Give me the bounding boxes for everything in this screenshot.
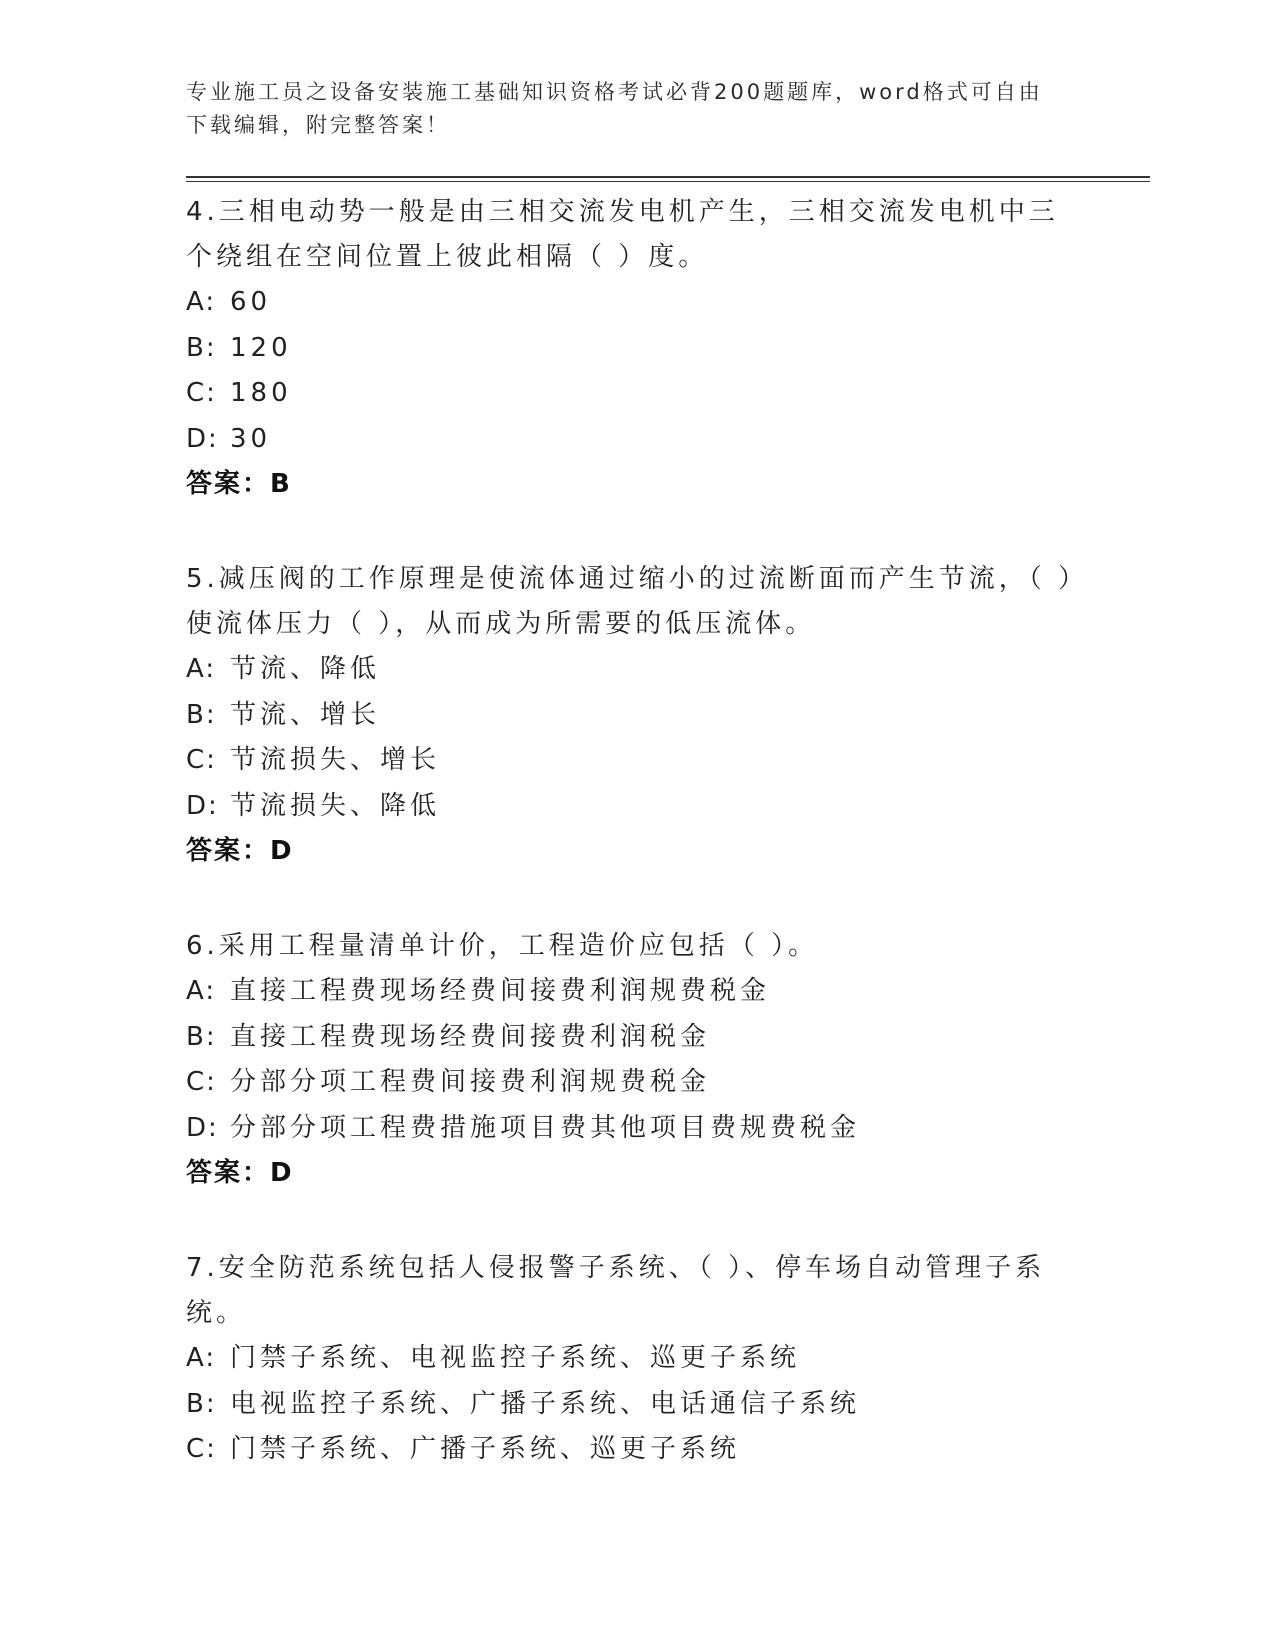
option-text: 直接工程费现场经费间接费利润规费税金 bbox=[230, 976, 771, 1006]
answer: 答案：B bbox=[186, 469, 292, 499]
option-text: 30 bbox=[230, 423, 272, 454]
question-list bbox=[186, 190, 1086, 1523]
answer: 答案：D bbox=[186, 836, 294, 866]
option-key: B: bbox=[186, 1021, 217, 1052]
option-key: B: bbox=[186, 1388, 217, 1419]
answer: 答案：D bbox=[186, 1158, 294, 1188]
option-b bbox=[186, 326, 1086, 372]
option-c bbox=[186, 1427, 1086, 1473]
option-text: 节流损失、降低 bbox=[230, 790, 441, 821]
option-key: A: bbox=[186, 287, 217, 317]
option-a bbox=[186, 969, 1086, 1015]
option-d bbox=[186, 784, 1086, 830]
question-4 bbox=[186, 190, 1086, 507]
option-text: 分部分项工程费间接费利润规费税金 bbox=[230, 1067, 711, 1097]
option-key: C: bbox=[186, 378, 217, 408]
option-text: 直接工程费现场经费间接费利润税金 bbox=[230, 1021, 711, 1052]
option-c bbox=[186, 371, 1086, 417]
option-key: C: bbox=[186, 1434, 217, 1464]
question-stem: 5.减压阀的工作原理是使流体通过缩小的过流断面而产生节流，（ ）使流体压力（ ），从而成为所需要的低压流体。 bbox=[186, 564, 1076, 639]
option-text: 节流、降低 bbox=[230, 654, 381, 684]
header-divider-thick bbox=[186, 176, 1150, 178]
question-6 bbox=[186, 924, 1086, 1196]
option-d bbox=[186, 1106, 1086, 1152]
option-a bbox=[186, 1336, 1086, 1382]
option-c bbox=[186, 738, 1086, 784]
question-7 bbox=[186, 1246, 1086, 1473]
option-text: 门禁子系统、电视监控子系统、巡更子系统 bbox=[230, 1343, 801, 1373]
option-b bbox=[186, 1382, 1086, 1428]
option-key: D: bbox=[186, 423, 219, 454]
document-header: 专业施工员之设备安装施工基础知识资格考试必背200题题库，word格式可自由下载编辑，附完整答案！ bbox=[186, 80, 1043, 137]
option-key: D: bbox=[186, 790, 219, 821]
header-divider-thin bbox=[186, 181, 1150, 182]
option-key: A: bbox=[186, 1343, 217, 1373]
option-key: D: bbox=[186, 1112, 219, 1143]
option-text: 120 bbox=[230, 332, 292, 363]
option-d bbox=[186, 417, 1086, 463]
option-text: 节流、增长 bbox=[230, 699, 381, 730]
option-a bbox=[186, 280, 1086, 326]
option-key: B: bbox=[186, 332, 217, 363]
option-text: 电视监控子系统、广播子系统、电话通信子系统 bbox=[230, 1388, 861, 1419]
option-key: C: bbox=[186, 745, 217, 775]
option-b bbox=[186, 1015, 1086, 1061]
question-stem: 4.三相电动势一般是由三相交流发电机产生，三相交流发电机中三个绕组在空间位置上彼此相隔（ ）度。 bbox=[186, 197, 1059, 272]
question-stem: 6.采用工程量清单计价，工程造价应包括（ ）。 bbox=[186, 931, 819, 961]
option-key: A: bbox=[186, 976, 217, 1006]
question-stem: 7.安全防范系统包括人侵报警子系统、（ ）、停车场自动管理子系统。 bbox=[186, 1253, 1046, 1328]
option-a bbox=[186, 647, 1086, 693]
option-key: B: bbox=[186, 699, 217, 730]
option-b bbox=[186, 693, 1086, 739]
option-text: 分部分项工程费措施项目费其他项目费规费税金 bbox=[230, 1112, 861, 1143]
option-text: 180 bbox=[230, 378, 292, 408]
option-text: 60 bbox=[230, 287, 272, 317]
option-key: C: bbox=[186, 1067, 217, 1097]
option-c bbox=[186, 1060, 1086, 1106]
option-key: A: bbox=[186, 654, 217, 684]
option-text: 门禁子系统、广播子系统、巡更子系统 bbox=[230, 1434, 741, 1464]
question-5 bbox=[186, 557, 1086, 874]
option-text: 节流损失、增长 bbox=[230, 745, 441, 775]
